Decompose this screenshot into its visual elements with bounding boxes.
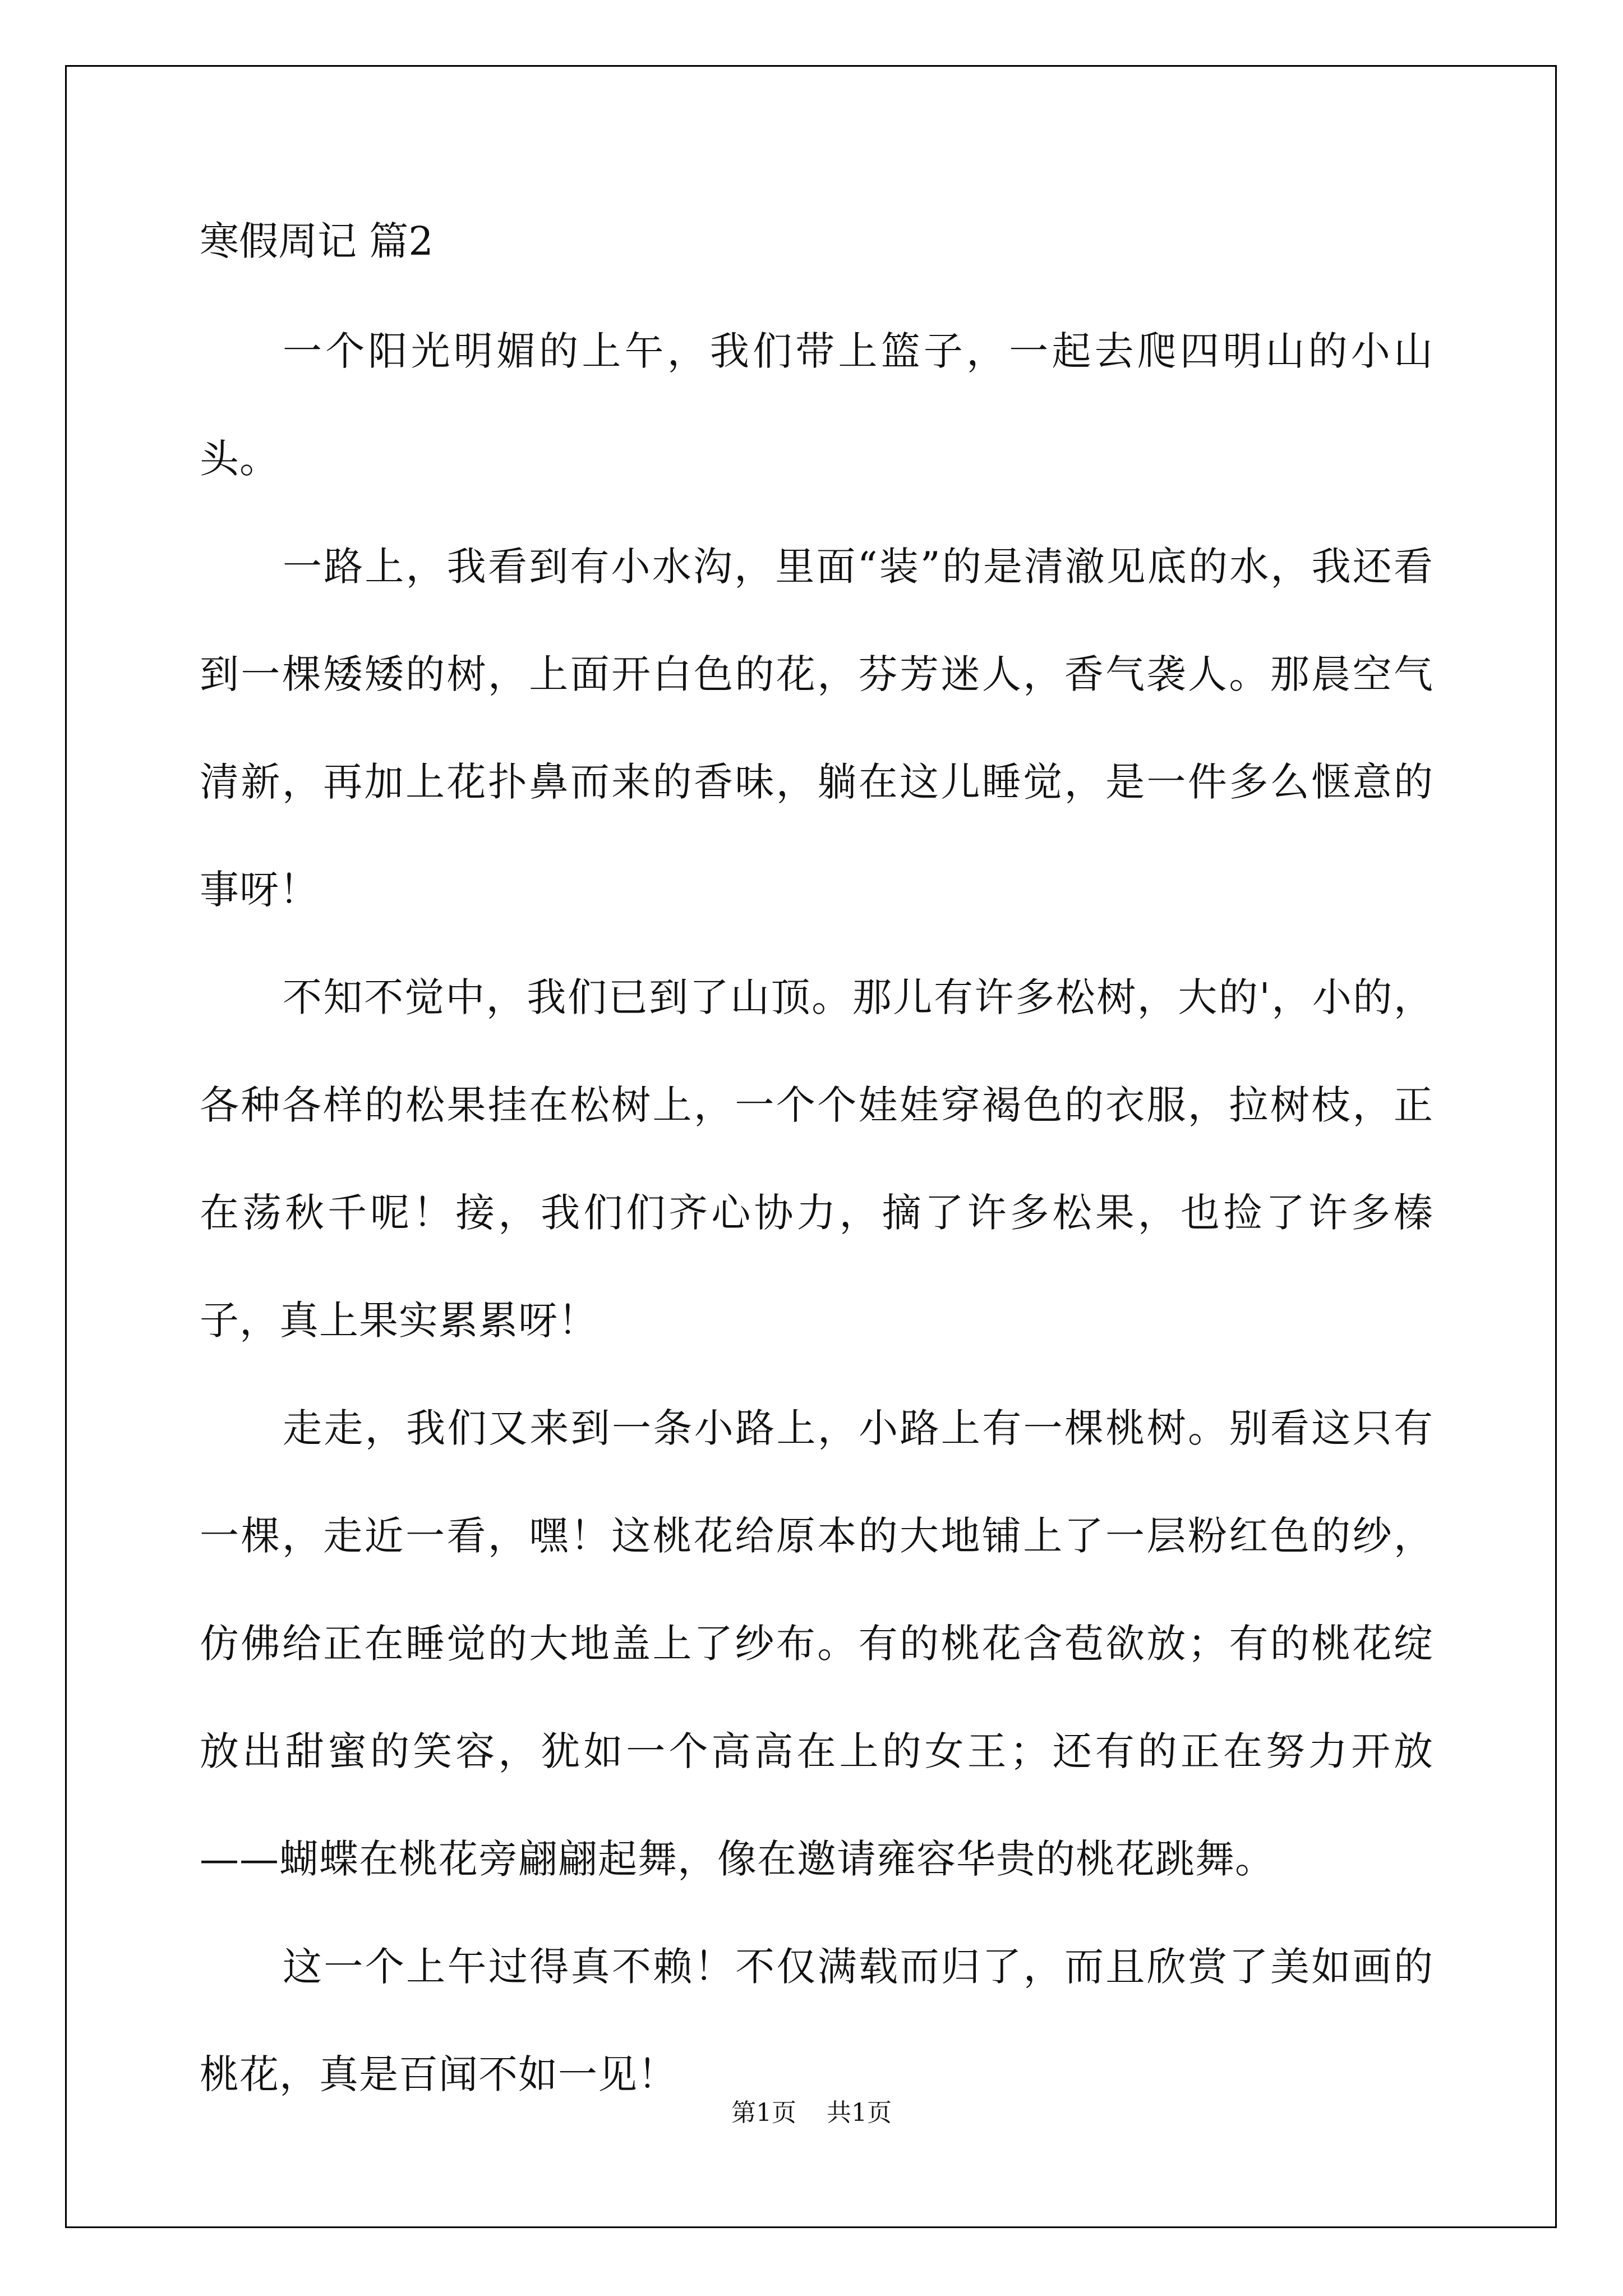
page-footer xyxy=(0,2092,1623,2128)
paragraph-4: 走走，我们又来到一条小路上，小路上有一棵桃树。别看这只有一棵，走近一看，嘿！这桃花给原本的大地铺上了一层粉红色的纱，仿佛给正在睡觉的大地盖上了纱布。有的桃花含苞欲放；有的桃花绽放出甜蜜的笑容，犹如一个高高在上的女王；还有的正在努力开放——蝴蝶在桃花旁翩翩起舞，像在邀请雍容华贵的桃花跳舞。 xyxy=(200,1405,1433,1882)
paragraph-3: 不知不觉中，我们已到了山顶。那儿有许多松树，大的'，小的，各种各样的松果挂在松树上，一个个娃娃穿褐色的衣服，拉树枝，正在荡秋千呢！接，我们们齐心协力，摘了许多松果，也捡了许多榛子，真上果实累累呀！ xyxy=(200,974,1433,1343)
document-body xyxy=(200,213,1433,2128)
paragraph-5: 这一个上午过得真不赖！不仅满载而归了，而且欣赏了美如画的桃花，真是百闻不如一见！ xyxy=(200,1944,1433,2097)
paragraph-1: 一个阳光明媚的上午，我们带上篮子，一起去爬四明山的小山头。 xyxy=(200,328,1433,482)
document-title: 寒假周记 篇2 xyxy=(200,218,434,264)
page-total: 共1页 xyxy=(827,2099,892,2127)
page-number: 第1页 xyxy=(731,2099,796,2127)
paragraph-2: 一路上，我看到有小水沟，里面“装”的是清澈见底的水，我还看到一棵矮矮的树，上面开白色的花，芬芳迷人，香气袭人。那晨空气清新，再加上花扑鼻而来的香味，躺在这儿睡觉，是一件多么惬意的事呀！ xyxy=(200,544,1433,913)
